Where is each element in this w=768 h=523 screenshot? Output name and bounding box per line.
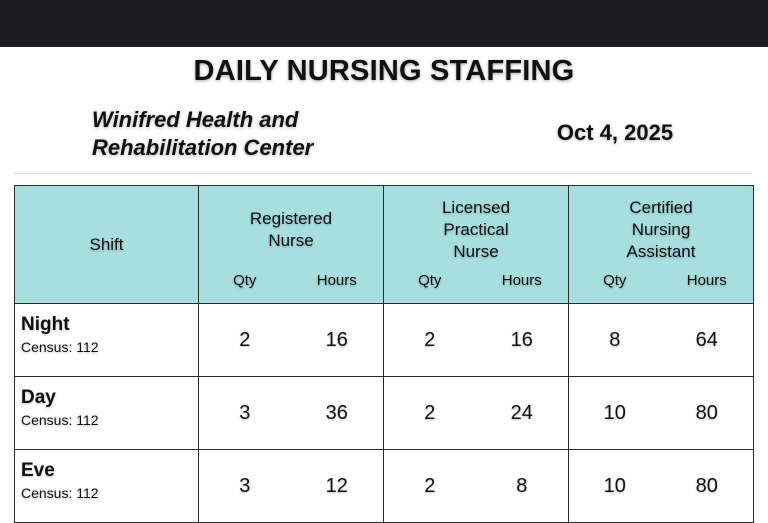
cna-hours-cell: 80 [661,450,754,523]
facility-name [92,106,392,162]
lpn-qty-cell: 2 [384,377,476,450]
cna-qty-header: Qty [569,272,661,304]
cna-header-line: Nursing [631,220,691,239]
lpn-header-line: Licensed [441,198,511,217]
cna-header-line: Certified [629,198,693,217]
cna-group-header [569,186,754,273]
shift-cell [15,377,199,450]
rn-hours-cell: 36 [291,377,384,450]
lpn-qty-header: Qty [384,272,476,304]
rn-header-line: Registered [249,209,333,228]
lpn-hours-header: Hours [476,272,569,304]
top-bar [0,0,768,47]
rn-qty-cell: 2 [199,304,291,377]
shift-name: Eve [21,460,55,481]
page-title: DAILY NURSING STAFFING [193,55,575,87]
table-row [15,377,754,450]
lpn-hours-cell: 24 [476,377,569,450]
cna-hours-cell: 80 [661,377,754,450]
lpn-header-line: Nurse [453,242,499,261]
lpn-qty-cell: 2 [384,450,476,523]
rn-group-header [199,186,384,273]
lpn-qty-cell: 2 [384,304,476,377]
shift-cell [15,304,199,377]
rn-hours-cell: 12 [291,450,384,523]
cna-header-line: Assistant [626,242,696,261]
cna-qty-cell: 10 [569,450,661,523]
rn-qty-cell: 3 [199,377,291,450]
census-text: Census: 112 [21,339,99,355]
shift-cell [15,450,199,523]
facility-line-1: Winifred Health and [92,107,299,132]
rn-hours-header: Hours [291,272,384,304]
lpn-header-line: Practical [443,220,509,239]
cna-hours-header: Hours [661,272,754,304]
shift-column-header: Shift [15,186,199,304]
lpn-hours-cell: 16 [476,304,569,377]
shift-name: Day [21,387,56,408]
census-text: Census: 112 [21,412,99,428]
cna-qty-cell: 8 [569,304,661,377]
census-text: Census: 112 [21,485,99,501]
table-row [15,304,754,377]
staffing-table [14,185,754,523]
rn-qty-header: Qty [199,272,291,304]
rn-header-line: Nurse [268,231,314,250]
rn-hours-cell: 16 [291,304,384,377]
report-date: Oct 4, 2025 [556,120,674,145]
cna-hours-cell: 64 [661,304,754,377]
lpn-group-header [384,186,569,273]
cna-qty-cell: 10 [569,377,661,450]
rn-qty-cell: 3 [199,450,291,523]
lpn-hours-cell: 8 [476,450,569,523]
divider [14,173,752,174]
facility-line-2: Rehabilitation Center [92,135,314,160]
shift-name: Night [21,314,70,335]
table-row [15,450,754,523]
